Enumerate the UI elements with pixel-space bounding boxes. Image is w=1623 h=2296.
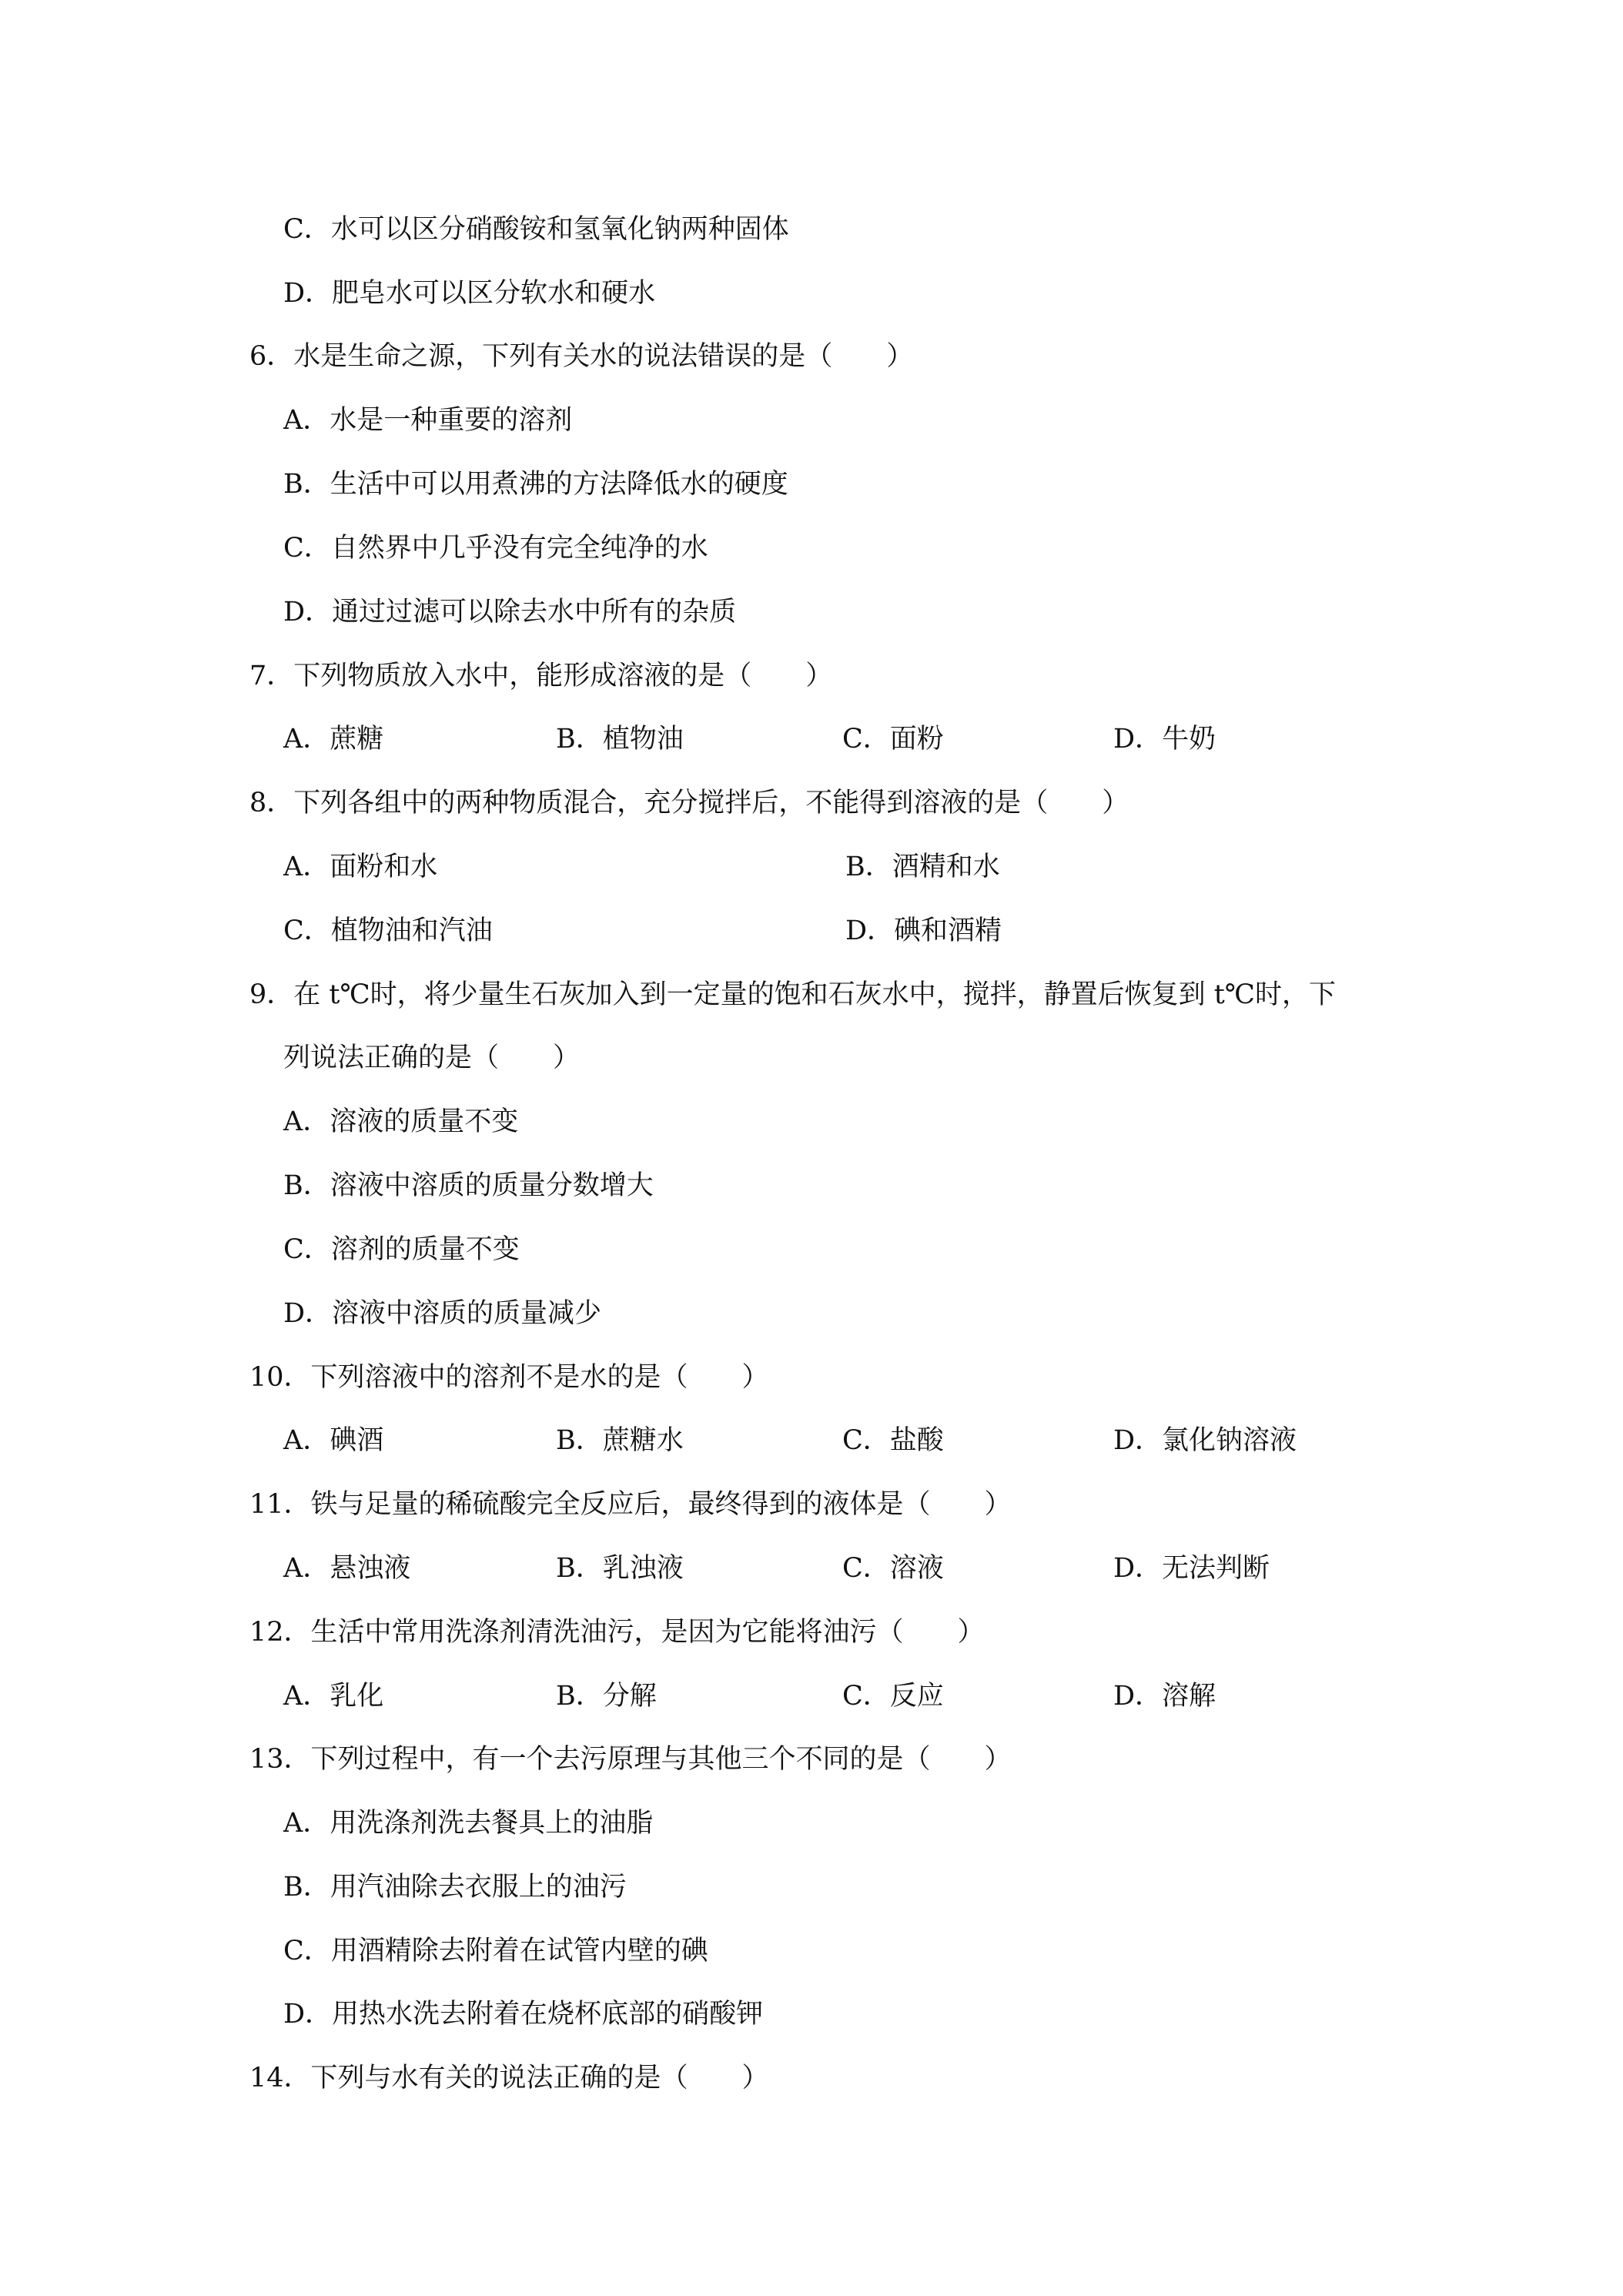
q9-stem-line2: 列说法正确的是（ ） — [283, 1043, 581, 1073]
q10-option-a: A．碘酒 — [283, 1425, 384, 1456]
q8-option-c: C．植物油和汽油 — [283, 915, 493, 946]
q13-option-d: D．用热水洗去附着在烧杯底部的硝酸钾 — [283, 1999, 764, 2030]
q8-option-a: A．面粉和水 — [283, 852, 438, 882]
q10-stem: 10．下列溶液中的溶剂不是水的是（ ） — [249, 1362, 769, 1393]
q7-option-c: C．面粉 — [842, 724, 944, 755]
q8-option-b: B．酒精和水 — [845, 852, 1000, 882]
q10-option-d: D．氯化钠溶液 — [1113, 1425, 1297, 1456]
q7-option-b: B．植物油 — [556, 724, 684, 755]
q8-option-d: D．碘和酒精 — [845, 915, 1002, 946]
q11-stem: 11．铁与足量的稀硫酸完全反应后，最终得到的液体是（ ） — [249, 1489, 1012, 1520]
q5-option-d: D．肥皂水可以区分软水和硬水 — [283, 278, 656, 309]
q9-option-a: A．溶液的质量不变 — [283, 1106, 519, 1137]
q6-option-c: C．自然界中几乎没有完全纯净的水 — [283, 533, 708, 564]
q11-option-d: D．无法判断 — [1113, 1553, 1270, 1584]
q10-option-b: B．蔗糖水 — [556, 1425, 684, 1456]
q9-option-d: D．溶液中溶质的质量减少 — [283, 1298, 602, 1329]
q7-stem: 7．下列物质放入水中，能形成溶液的是（ ） — [249, 661, 833, 691]
q12-stem: 12．生活中常用洗涤剂清洗油污，是因为它能将油污（ ） — [249, 1617, 985, 1648]
q13-stem: 13．下列过程中，有一个去污原理与其他三个不同的是（ ） — [249, 1744, 1012, 1775]
q11-option-b: B．乳浊液 — [556, 1553, 684, 1584]
q14-stem: 14．下列与水有关的说法正确的是（ ） — [249, 2063, 769, 2094]
q12-option-b: B．分解 — [556, 1681, 657, 1712]
q12-option-d: D．溶解 — [1113, 1681, 1216, 1712]
q6-option-d: D．通过过滤可以除去水中所有的杂质 — [283, 597, 737, 628]
q12-option-c: C．反应 — [842, 1681, 944, 1712]
q13-option-a: A．用洗涤剂洗去餐具上的油脂 — [283, 1808, 654, 1839]
q10-option-c: C．盐酸 — [842, 1425, 944, 1456]
q6-stem: 6．水是生命之源，下列有关水的说法错误的是（ ） — [249, 341, 914, 372]
q8-stem: 8．下列各组中的两种物质混合，充分搅拌后，不能得到溶液的是（ ） — [249, 788, 1129, 818]
q6-option-a: A．水是一种重要的溶剂 — [283, 405, 573, 436]
q7-option-a: A．蔗糖 — [283, 724, 384, 755]
q7-option-d: D．牛奶 — [1113, 724, 1216, 755]
q11-option-a: A．悬浊液 — [283, 1553, 411, 1584]
q6-option-b: B．生活中可以用煮沸的方法降低水的硬度 — [283, 469, 788, 500]
q12-option-a: A．乳化 — [283, 1681, 384, 1712]
q13-option-c: C．用酒精除去附着在试管内壁的碘 — [283, 1936, 708, 1966]
q11-option-c: C．溶液 — [842, 1553, 944, 1584]
q9-option-c: C．溶剂的质量不变 — [283, 1234, 520, 1265]
q9-stem-line1: 9．在 t℃时，将少量生石灰加入到一定量的饱和石灰水中，搅拌，静置后恢复到 t℃时，下 — [249, 979, 1336, 1010]
q13-option-b: B．用汽油除去衣服上的油污 — [283, 1872, 627, 1903]
q5-option-c: C．水可以区分硝酸铵和氢氧化钠两种固体 — [283, 214, 789, 245]
q9-option-b: B．溶液中溶质的质量分数增大 — [283, 1170, 654, 1201]
